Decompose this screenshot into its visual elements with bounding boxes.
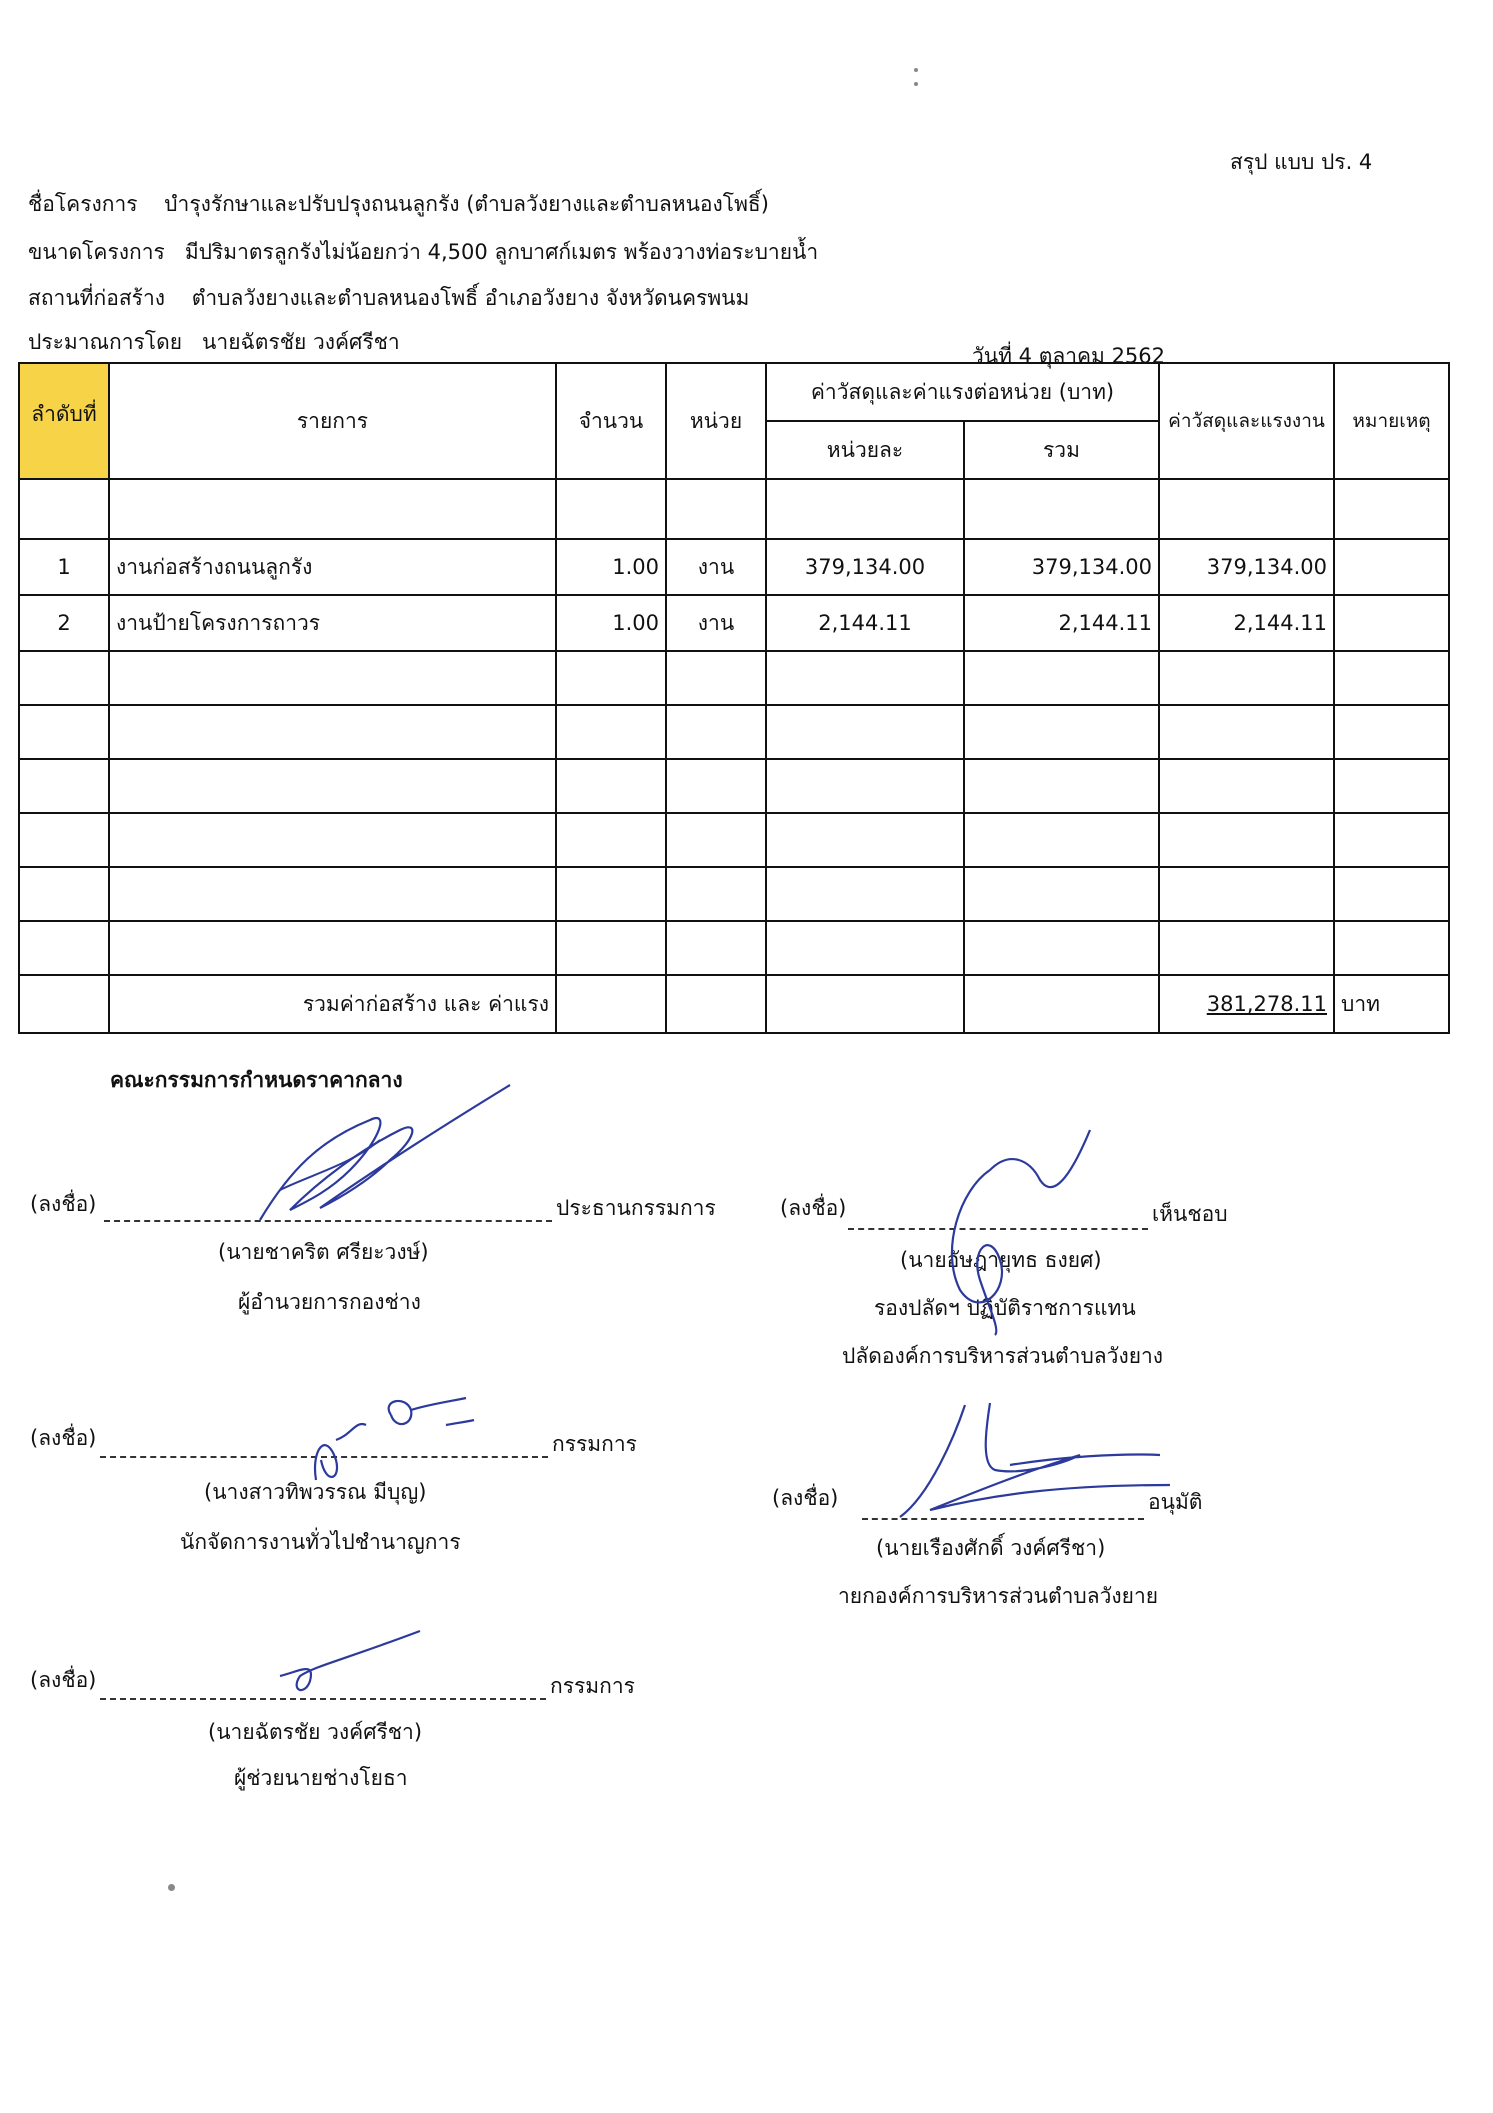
scan-speck: [914, 82, 918, 86]
signer-position: ผู้ช่วยนายช่างโยธา: [234, 1766, 408, 1790]
row-qty: 1.00: [556, 539, 666, 595]
total-unit: บาท: [1334, 975, 1449, 1033]
handwritten-signature: [270, 1626, 430, 1706]
project-name-label: ชื่อโครงการ: [28, 192, 138, 216]
estimator-line: [28, 326, 400, 359]
table-row-blank: [19, 921, 1449, 975]
header-sum: รวม: [964, 421, 1159, 479]
header-unit-cost-group: ค่าวัสดุและค่าแรงต่อหน่วย (บาท): [766, 363, 1159, 421]
handwritten-signature: [296, 1380, 486, 1490]
header-per-unit: หน่วยละ: [766, 421, 964, 479]
project-size-line: [28, 236, 818, 269]
form-code: สรุป แบบ ปร. 4: [1230, 150, 1373, 174]
table-row-blank: [19, 759, 1449, 813]
handwritten-signature: [890, 1395, 1190, 1525]
row-no: 1: [19, 539, 109, 595]
row-sum: 379,134.00: [964, 539, 1159, 595]
header-unit: หน่วย: [666, 363, 766, 479]
table-header-row: [19, 363, 1449, 421]
row-item: งานป้ายโครงการถาวร: [109, 595, 556, 651]
sign-prefix: (ลงชื่อ): [780, 1196, 847, 1220]
scan-speck: [168, 1884, 175, 1891]
sign-prefix: (ลงชื่อ): [30, 1668, 97, 1692]
signature-role: ประธานกรรมการ: [556, 1196, 716, 1220]
total-label: รวมค่าก่อสร้าง และ ค่าแรง: [109, 975, 556, 1033]
table-row-blank: [19, 479, 1449, 539]
signature-role: อนุมัติ: [1148, 1490, 1203, 1514]
signer-position: ายกองค์การบริหารส่วนตำบลวังยาย: [838, 1584, 1159, 1608]
handwritten-signature: [900, 1110, 1100, 1340]
row-item: งานก่อสร้างถนนลูกรัง: [109, 539, 556, 595]
table-row-blank: [19, 651, 1449, 705]
row-no: 2: [19, 595, 109, 651]
project-size: มีปริมาตรลูกรังไม่น้อยกว่า 4,500 ลูกบาศก์เมตร พร้องวางท่อระบายน้ำ: [184, 240, 819, 264]
signer-name: (นายชาคริต ศรียะวงษ์): [218, 1240, 429, 1264]
signer-position: ผู้อำนวยการกองช่าง: [238, 1290, 421, 1314]
project-location-label: สถานที่ก่อสร้าง: [28, 286, 165, 310]
table-row-blank: [19, 867, 1449, 921]
estimator-name: นายฉัตรชัย วงค์ศรีชา: [202, 330, 400, 354]
scan-speck: [914, 68, 918, 72]
project-size-label: ขนาดโครงการ: [28, 240, 165, 264]
signer-position: นักจัดการงานทั่วไปชำนาญการ: [180, 1530, 461, 1554]
table-row-blank: [19, 813, 1449, 867]
signer-position-2: ปลัดองค์การบริหารส่วนตำบลวังยาง: [842, 1344, 1164, 1368]
table-total-row: [19, 975, 1449, 1033]
total-value: 381,278.11: [1159, 975, 1334, 1033]
header-remark: หมายเหตุ: [1334, 363, 1449, 479]
signature-role: เห็นชอบ: [1152, 1202, 1228, 1226]
signer-name: (นายฉัตรชัย วงค์ศรีชา): [208, 1720, 423, 1744]
document-date: วันที่ 4 ตุลาคม 2562: [972, 344, 1166, 368]
signature-role: กรรมการ: [550, 1674, 635, 1698]
row-remark: [1334, 595, 1449, 651]
project-name-line: [28, 188, 769, 221]
row-per-unit: 379,134.00: [766, 539, 964, 595]
signer-name: (นายอัษฎายุทธ ธงยศ): [900, 1248, 1102, 1272]
row-remark: [1334, 539, 1449, 595]
signer-name: (นายเรืองศักดิ์ วงค์ศรีชา): [876, 1536, 1106, 1560]
row-total: 379,134.00: [1159, 539, 1334, 595]
header-qty: จำนวน: [556, 363, 666, 479]
signer-position: รองปลัดฯ ปฏิบัติราชการแทน: [874, 1296, 1136, 1320]
table-row: [19, 539, 1449, 595]
signer-name: (นางสาวทิพวรรณ มีบุญ): [204, 1480, 427, 1504]
sign-prefix: (ลงชื่อ): [30, 1426, 97, 1450]
header-no: ลำดับที่: [19, 363, 109, 479]
estimator-label: ประมาณการโดย: [28, 330, 183, 354]
row-total: 2,144.11: [1159, 595, 1334, 651]
signature-role: กรรมการ: [552, 1432, 637, 1456]
table-row: [19, 595, 1449, 651]
cost-summary-table: [18, 362, 1450, 1034]
row-per-unit: 2,144.11: [766, 595, 964, 651]
row-unit: งาน: [666, 595, 766, 651]
sign-prefix: (ลงชื่อ): [772, 1486, 839, 1510]
committee-title: คณะกรรมการกำหนดราคากลาง: [110, 1068, 403, 1092]
project-location: ตำบลวังยางและตำบลหนองโพธิ์ อำเภอวังยาง จังหวัดนครพนม: [191, 286, 750, 310]
sign-prefix: (ลงชื่อ): [30, 1192, 97, 1216]
row-unit: งาน: [666, 539, 766, 595]
project-name: บำรุงรักษาและปรับปรุงถนนลูกรัง (ตำบลวังยางและตำบลหนองโพธิ์): [164, 192, 769, 216]
header-total: ค่าวัสดุและแรงงาน: [1159, 363, 1334, 479]
project-location-line: [28, 282, 749, 315]
row-sum: 2,144.11: [964, 595, 1159, 651]
handwritten-signature: [250, 1080, 520, 1230]
table-row-blank: [19, 705, 1449, 759]
row-qty: 1.00: [556, 595, 666, 651]
header-item: รายการ: [109, 363, 556, 479]
